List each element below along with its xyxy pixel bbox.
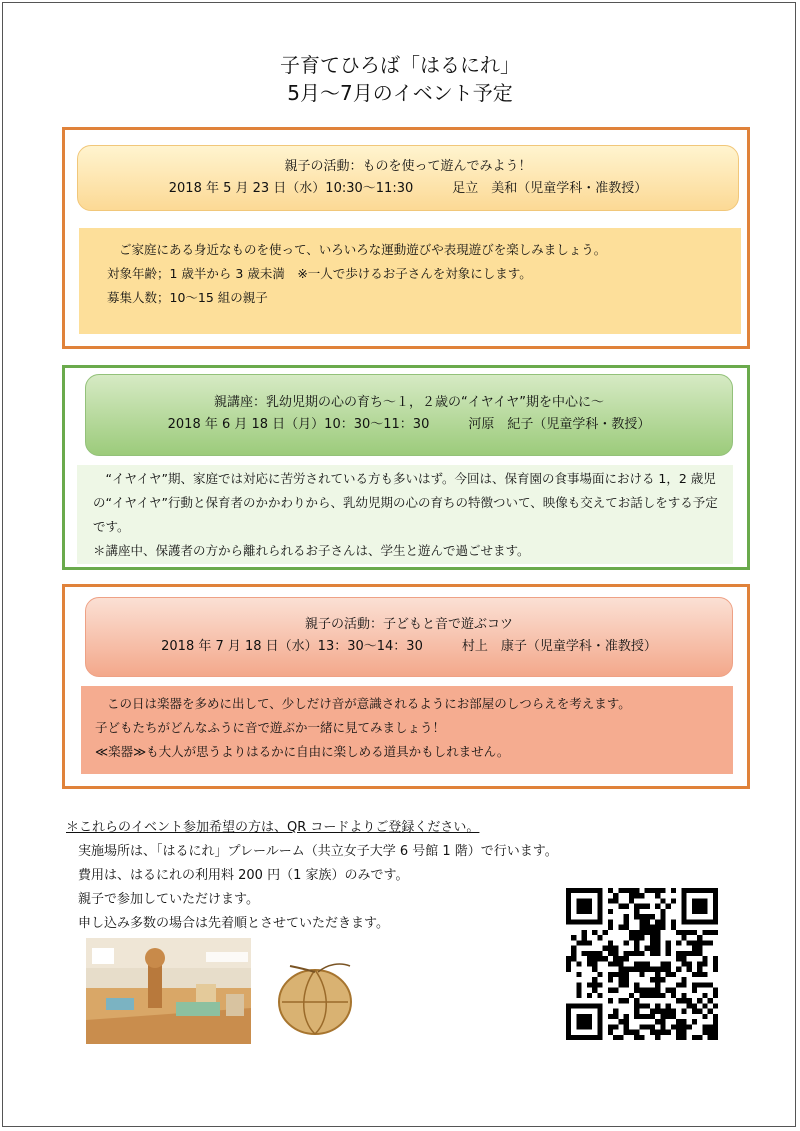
registration-notes — [66, 816, 558, 936]
fee-line: 費用は、はるにれの利用料 200 円（1 家族）のみです。 — [78, 868, 409, 883]
event-header — [77, 145, 739, 211]
event-header — [85, 597, 733, 677]
event-description — [79, 228, 741, 334]
event-section-may — [62, 127, 750, 349]
participation-line: 親子で参加していただけます。 — [78, 892, 259, 907]
playroom-photo — [86, 938, 251, 1044]
event-datetime: 2018 年 7 月 18 日（水）13：30～14：30 村上 康子（児童学科・准教授） — [161, 639, 657, 654]
event-description — [77, 465, 733, 564]
registration-instruction: ＊これらのイベント参加希望の方は、QR コードよりご登録ください。 — [66, 820, 480, 835]
page-subtitle: 5月～7月のイベント予定 — [287, 81, 513, 105]
description-line: 子どもたちがどんなふうに音で遊ぶか一緒に見てみましょう！ — [95, 720, 446, 735]
note-line: ＊講座中、保護者の方から離れられるお子さんは、学生と遊んで過ごせます。 — [93, 543, 530, 558]
first-come-line: 申し込み多数の場合は先着順とさせていただきます。 — [78, 916, 389, 931]
event-heading: 親講座：乳幼児期の心の育ち～１，２歳の“イヤイヤ”期を中心に～ — [214, 395, 604, 410]
event-datetime: 2018 年 5 月 23 日（水）10:30～11:30 足立 美和（児童学科・准教授） — [168, 181, 648, 196]
seed-illustration — [270, 950, 360, 1040]
event-heading: 親子の活動：子どもと音で遊ぶコツ — [304, 617, 513, 632]
qr-code[interactable] — [566, 888, 718, 1040]
event-datetime: 2018 年 6 月 18 日（月）10：30～11：30 河原 紀子（児童学科・教授） — [167, 417, 651, 432]
target-age: 対象年齢；1 歳半から 3 歳未満 ※一人で歩けるお子さんを対象にします。 — [107, 266, 532, 281]
event-header — [85, 374, 733, 456]
page-title: 子育てひろば「はるにれ」 — [280, 53, 520, 77]
capacity: 募集人数；10～15 組の親子 — [107, 290, 268, 305]
event-section-july — [62, 584, 750, 789]
venue-line: 実施場所は、「はるにれ」プレールーム（共立女子大学 6 号館 1 階）で行います。 — [78, 844, 558, 859]
description-line: この日は楽器を多めに出して、少しだけ音が意識されるようにお部屋のしつらえを考えます。 — [107, 696, 631, 711]
description-line: ≪楽器≫も大人が思うよりはるかに自由に楽しめる道具かもしれません。 — [95, 744, 510, 759]
description-line: ご家庭にある身近なものを使って、いろいろな運動遊びや表現遊びを楽しみましょう。 — [119, 242, 607, 257]
description-line: “イヤイヤ”期、家庭では対応に苦労されている方も多いはず。今回は、保育園の食事場面における 1，2 歳児の“イヤイヤ”行動と保育者のかかわりから、乳幼児期の心の育ちの特徴ついて、映像も交えてお話しをする予定です。 — [93, 471, 718, 534]
event-description — [81, 686, 733, 774]
event-section-june — [62, 365, 750, 570]
event-heading: 親子の活動：ものを使って遊んでみよう！ — [284, 159, 532, 174]
